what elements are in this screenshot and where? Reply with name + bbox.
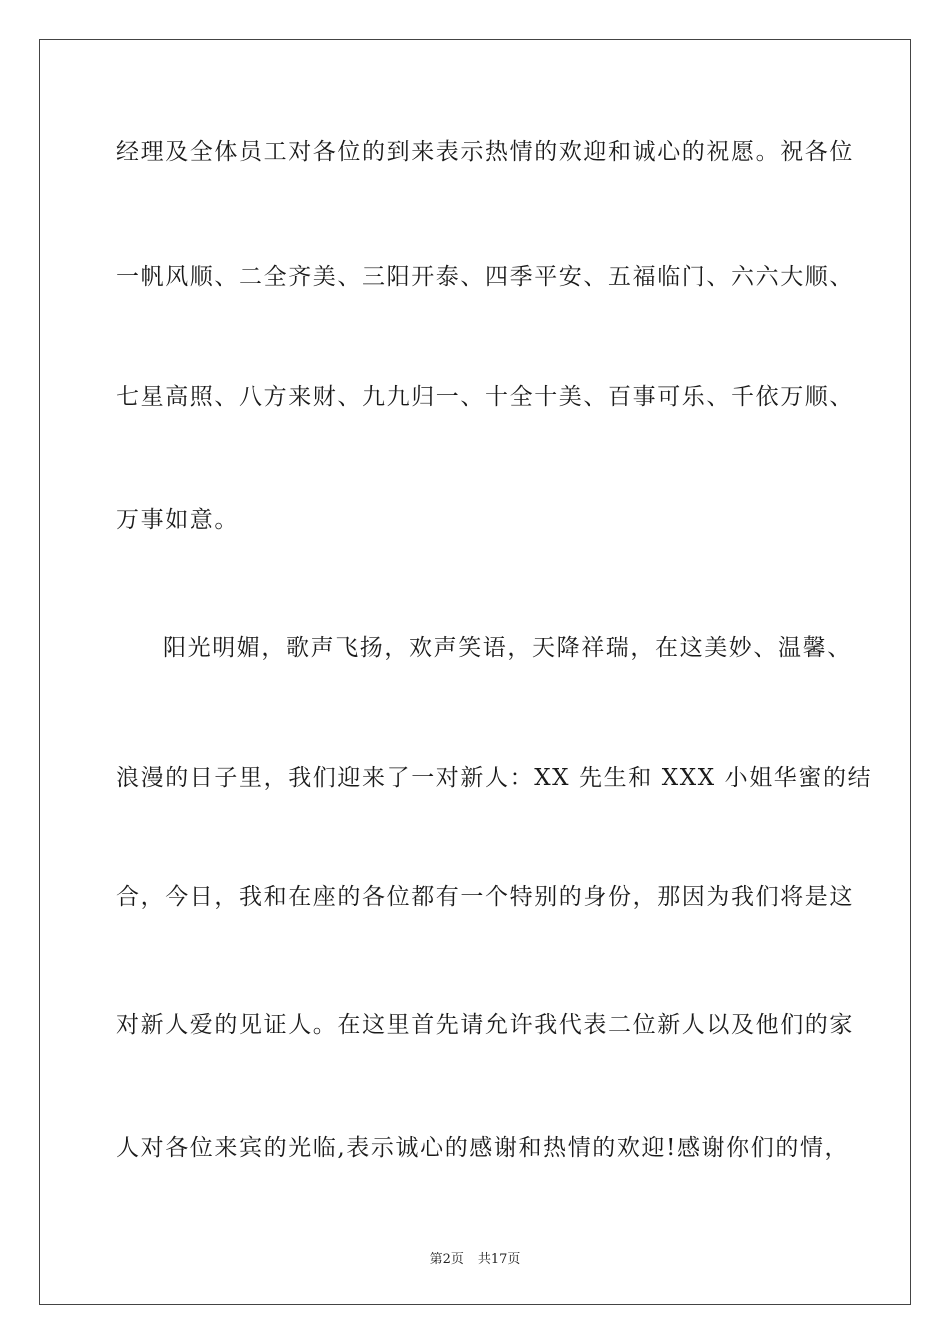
text-line-4: 万事如意。 — [116, 507, 239, 533]
paragraph-2-first-line: 阳光明媚，歌声飞扬，欢声笑语，天降祥瑞，在这美妙、温馨、 — [163, 635, 852, 661]
text-line-6: 浪漫的日子里，我们迎来了一对新人：XX 先生和 XXX 小姐华蜜的结 — [116, 765, 873, 791]
text-line-8: 对新人爱的见证人。在这里首先请允许我代表二位新人以及他们的家 — [116, 1012, 854, 1038]
text-line-3: 七星高照、八方来财、九九归一、十全十美、百事可乐、千依万顺、 — [116, 384, 854, 410]
text-line-1: 经理及全体员工对各位的到来表示热情的欢迎和诚心的祝愿。祝各位 — [116, 139, 854, 165]
page-total: 共17页 — [477, 1252, 521, 1267]
text-line-9: 人对各位来宾的光临,表示诚心的感谢和热情的欢迎!感谢你们的情， — [116, 1135, 850, 1161]
page-number: 第2页 — [429, 1252, 464, 1267]
text-line-7: 合，今日，我和在座的各位都有一个特别的身份，那因为我们将是这 — [116, 884, 854, 910]
page-border — [39, 39, 911, 1305]
text-line-2: 一帆风顺、二全齐美、三阳开泰、四季平安、五福临门、六六大顺、 — [116, 264, 854, 290]
page-footer — [0, 1248, 950, 1267]
